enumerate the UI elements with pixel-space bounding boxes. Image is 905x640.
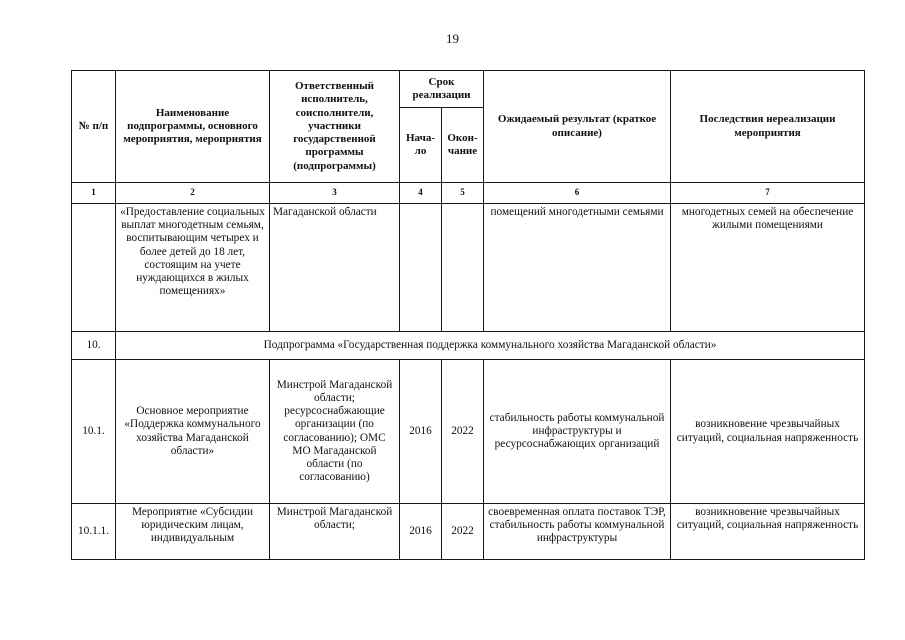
header-executor: Ответственный исполнитель, соисполнители, участники государственной программы (подпрограммы)	[270, 71, 400, 183]
header-result: Ожидаемый результат (краткое описание)	[484, 71, 671, 183]
row-executor: Магаданской области	[270, 204, 400, 332]
column-number: 4	[400, 183, 442, 204]
row-start	[400, 204, 442, 332]
header-name: Наименование подпрограммы, основного мероприятия, мероприятия	[116, 71, 270, 183]
row-consequence: многодетных семей на обеспечение жилыми помещениями	[671, 204, 865, 332]
subprogram-title: Подпрограмма «Государственная поддержка коммунального хозяйства Магаданской области»	[116, 332, 865, 360]
row-result: своевременная оплата поставок ТЭР, стабильность работы коммунальной инфраструктуры	[484, 504, 671, 560]
column-number: 1	[72, 183, 116, 204]
row-start: 2016	[400, 504, 442, 560]
column-number-row	[72, 183, 865, 204]
row-num: 10.1.	[72, 360, 116, 504]
row-executor: Минстрой Магаданской области;	[270, 504, 400, 560]
table-row	[72, 504, 865, 560]
table-row	[72, 204, 865, 332]
table-row	[72, 360, 865, 504]
row-name: Основное мероприятие «Поддержка коммунального хозяйства Магаданской области»	[116, 360, 270, 504]
subprogram-num: 10.	[72, 332, 116, 360]
header-term: Срок реализации	[400, 71, 484, 108]
column-number: 6	[484, 183, 671, 204]
row-name: «Предоставление социальных выплат многодетным семьям, воспитывающим четырех и более детей до 18 лет, состоящим на учете нуждающихся в жилых помещениях»	[116, 204, 270, 332]
row-executor: Минстрой Магаданской области; ресурсоснабжающие организации (по согласованию); ОМС МО Магаданской области (по согласованию)	[270, 360, 400, 504]
header-num: № п/п	[72, 71, 116, 183]
program-table	[71, 70, 865, 560]
row-result: стабильность работы коммунальной инфраструктуры и ресурсоснабжающих организаций	[484, 360, 671, 504]
row-end: 2022	[442, 504, 484, 560]
row-name: Мероприятие «Субсидии юридическим лицам, индивидуальным	[116, 504, 270, 560]
header-end: Окон-чание	[442, 108, 484, 183]
row-consequence: возникновение чрезвычайных ситуаций, социальная напряженность	[671, 504, 865, 560]
row-start: 2016	[400, 360, 442, 504]
row-consequence: возникновение чрезвычайных ситуаций, социальная напряженность	[671, 360, 865, 504]
row-end: 2022	[442, 360, 484, 504]
column-number: 5	[442, 183, 484, 204]
column-number: 2	[116, 183, 270, 204]
header-consequence: Последствия нереализации мероприятия	[671, 71, 865, 183]
row-result: помещений многодетными семьями	[484, 204, 671, 332]
row-end	[442, 204, 484, 332]
header-start: Нача-ло	[400, 108, 442, 183]
row-num	[72, 204, 116, 332]
column-number: 3	[270, 183, 400, 204]
page-number: 19	[446, 31, 459, 46]
column-number: 7	[671, 183, 865, 204]
row-num: 10.1.1.	[72, 504, 116, 560]
header-row-1	[72, 71, 865, 108]
subprogram-row	[72, 332, 865, 360]
